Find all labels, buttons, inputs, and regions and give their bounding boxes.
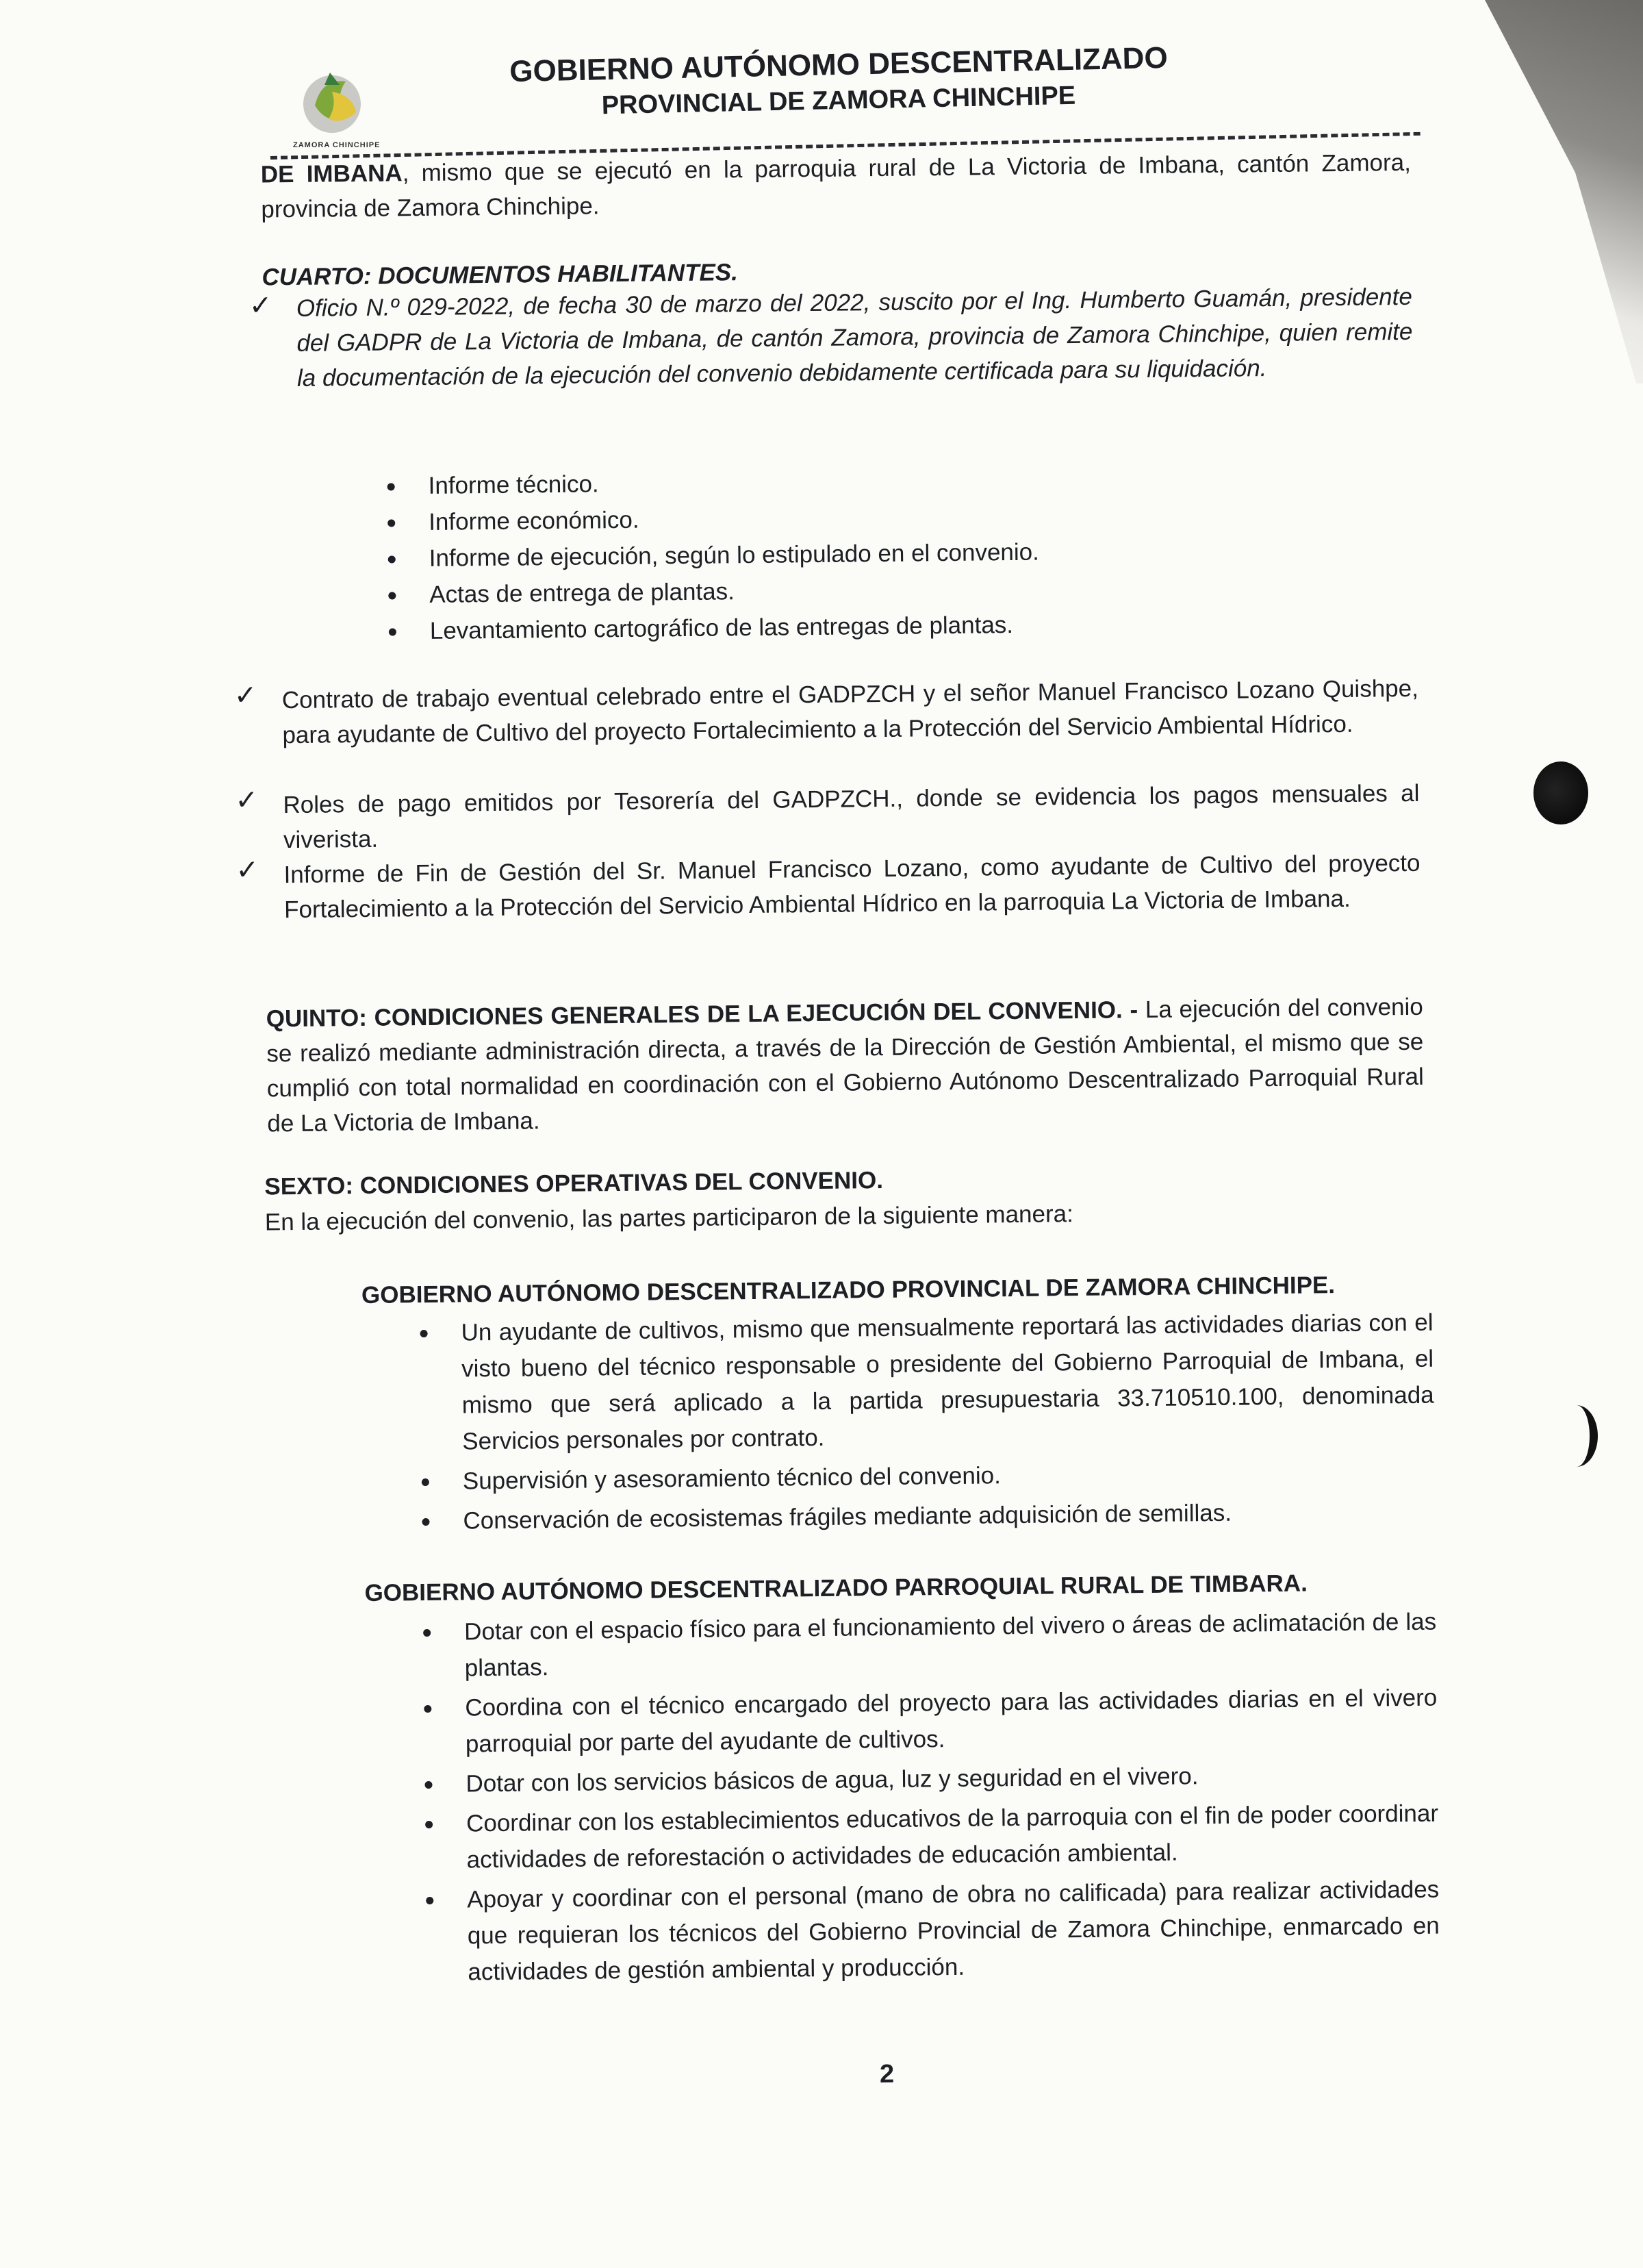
provincial-heading: GOBIERNO AUTÓNOMO DESCENTRALIZADO PROVINCIAL DE ZAMORA CHINCHIPE. [361,1272,1336,1309]
intro-paragraph [261,145,1412,227]
intro-text: , mismo que se ejecutó en la parroquia rural de La Victoria de Imbana, cantón Zamora, provincia de Zamora Chinchipe. [261,149,1412,223]
list-item: Dotar con los servicios básicos de agua, luz y seguridad en el vivero. [418,1756,1438,1803]
org-title-line2: PROVINCIAL DE ZAMORA CHINCHIPE [601,81,1076,121]
checkmark-icon: ✓ [235,855,259,885]
oficio-attachments-list [380,457,1409,650]
parroquial-obligations-list [416,1604,1440,1995]
list-item: Un ayudante de cultivos, mismo que mensualmente reportará las actividades diarias con el visto bueno del técnico responsable o presidente del Gobierno Parroquial de Imbana, el mismo que será aplicado a la partida presupuestaria 33.710510.100, denominada Servicios personales por contrato. [413,1305,1434,1461]
section-quinto [266,990,1425,1142]
oficio-paragraph: Oficio N.º 029-2022, de fecha 30 de marzo del 2022, suscito por el Ing. Humberto Guamán, presidente del GADPR de La Victoria de Imbana, de cantón Zamora, provincia de Zamora Chinchipe, quien remite la documentación de la ejecución del convenio debidamente certificada para su liquidación. [296,283,1413,392]
list-item: Conservación de ecosistemas frágiles mediante adquisición de semillas. [415,1493,1435,1540]
page-number: 2 [879,2059,895,2089]
section-quinto-heading: QUINTO: CONDICIONES GENERALES DE LA EJECUCIÓN DEL CONVENIO. - [266,996,1138,1033]
logo-caption: ZAMORA CHINCHIPE [293,141,381,149]
checkmark-icon: ✓ [235,785,259,816]
parroquial-heading: GOBIERNO AUTÓNOMO DESCENTRALIZADO PARROQUIAL RURAL DE TIMBARA. [364,1570,1308,1606]
provincial-obligations-list [413,1305,1435,1544]
list-item: Levantamiento cartográfico de las entregas de plantas. [382,603,1409,650]
list-item: Informe de ejecución, según lo estipulado en el convenio. [381,530,1408,577]
document-item-roles: Roles de pago emitidos por Tesorería del GADPZCH., donde se evidencia los pagos mensuales al viverista. [283,779,1420,854]
intro-lead: DE IMBANA [260,160,403,188]
list-item: Informe técnico. [380,457,1407,505]
list-item: Apoyar y coordinar con el personal (mano de obra no calificada) para realizar actividades que requieran los técnicos del Gobierno Provincial de Zamora Chinchipe, enmarcado en actividades de gestión ambiental y producción. [419,1872,1440,1991]
document-item-informe: Informe de Fin de Gestión del Sr. Manuel Francisco Lozano, como ayudante de Cultivo del proyecto Fortalecimiento a la Protección del Servicio Ambiental Hídrico en la parroquia La Victoria de Imbana. [283,849,1421,924]
section-quinto-text: La ejecución del convenio se realizó mediante administración directa, a través de la Dirección de Gestión Ambiental, el mismo que se cumplió con total normalidad en coordinación con el Gobierno Autónomo Descentralizado Parroquial Rural de La Victoria de Imbana. [266,993,1424,1137]
checkmark-icon: ✓ [233,680,257,711]
list-item: Supervisión y asesoramiento técnico del convenio. [415,1453,1435,1500]
section-sexto-heading: SEXTO: CONDICIONES OPERATIVAS DEL CONVENIO. [264,1167,884,1200]
section-cuarto-heading: CUARTO: DOCUMENTOS HABILITANTES. [262,259,739,291]
org-title-line1: GOBIERNO AUTÓNOMO DESCENTRALIZADO [509,40,1169,89]
checkmark-icon: ✓ [249,290,272,321]
list-item: Coordina con el técnico encargado del proyecto para las actividades diarias en el vivero parroquial por parte del ayudante de cultivos. [417,1680,1438,1763]
list-item: Actas de entrega de plantas. [381,566,1408,614]
document-item-contrato: Contrato de trabajo eventual celebrado entre el GADPZCH y el señor Manuel Francisco Lozano Quishpe, para ayudante de Cultivo del proyecto Fortalecimiento a la Protección del Servicio Ambiental Hídrico. [281,675,1419,749]
list-item: Coordinar con los establecimientos educativos de la parroquia con el fin de poder coordinar actividades de reforestación o actividades de educación ambiental. [418,1796,1439,1879]
list-item: Dotar con el espacio físico para el funcionamiento del vivero o áreas de aclimatación de las plantas. [416,1604,1437,1687]
section-sexto-intro: En la ejecución del convenio, las partes participaron de la siguiente manera: [264,1200,1074,1236]
list-item: Informe económico. [381,494,1408,541]
